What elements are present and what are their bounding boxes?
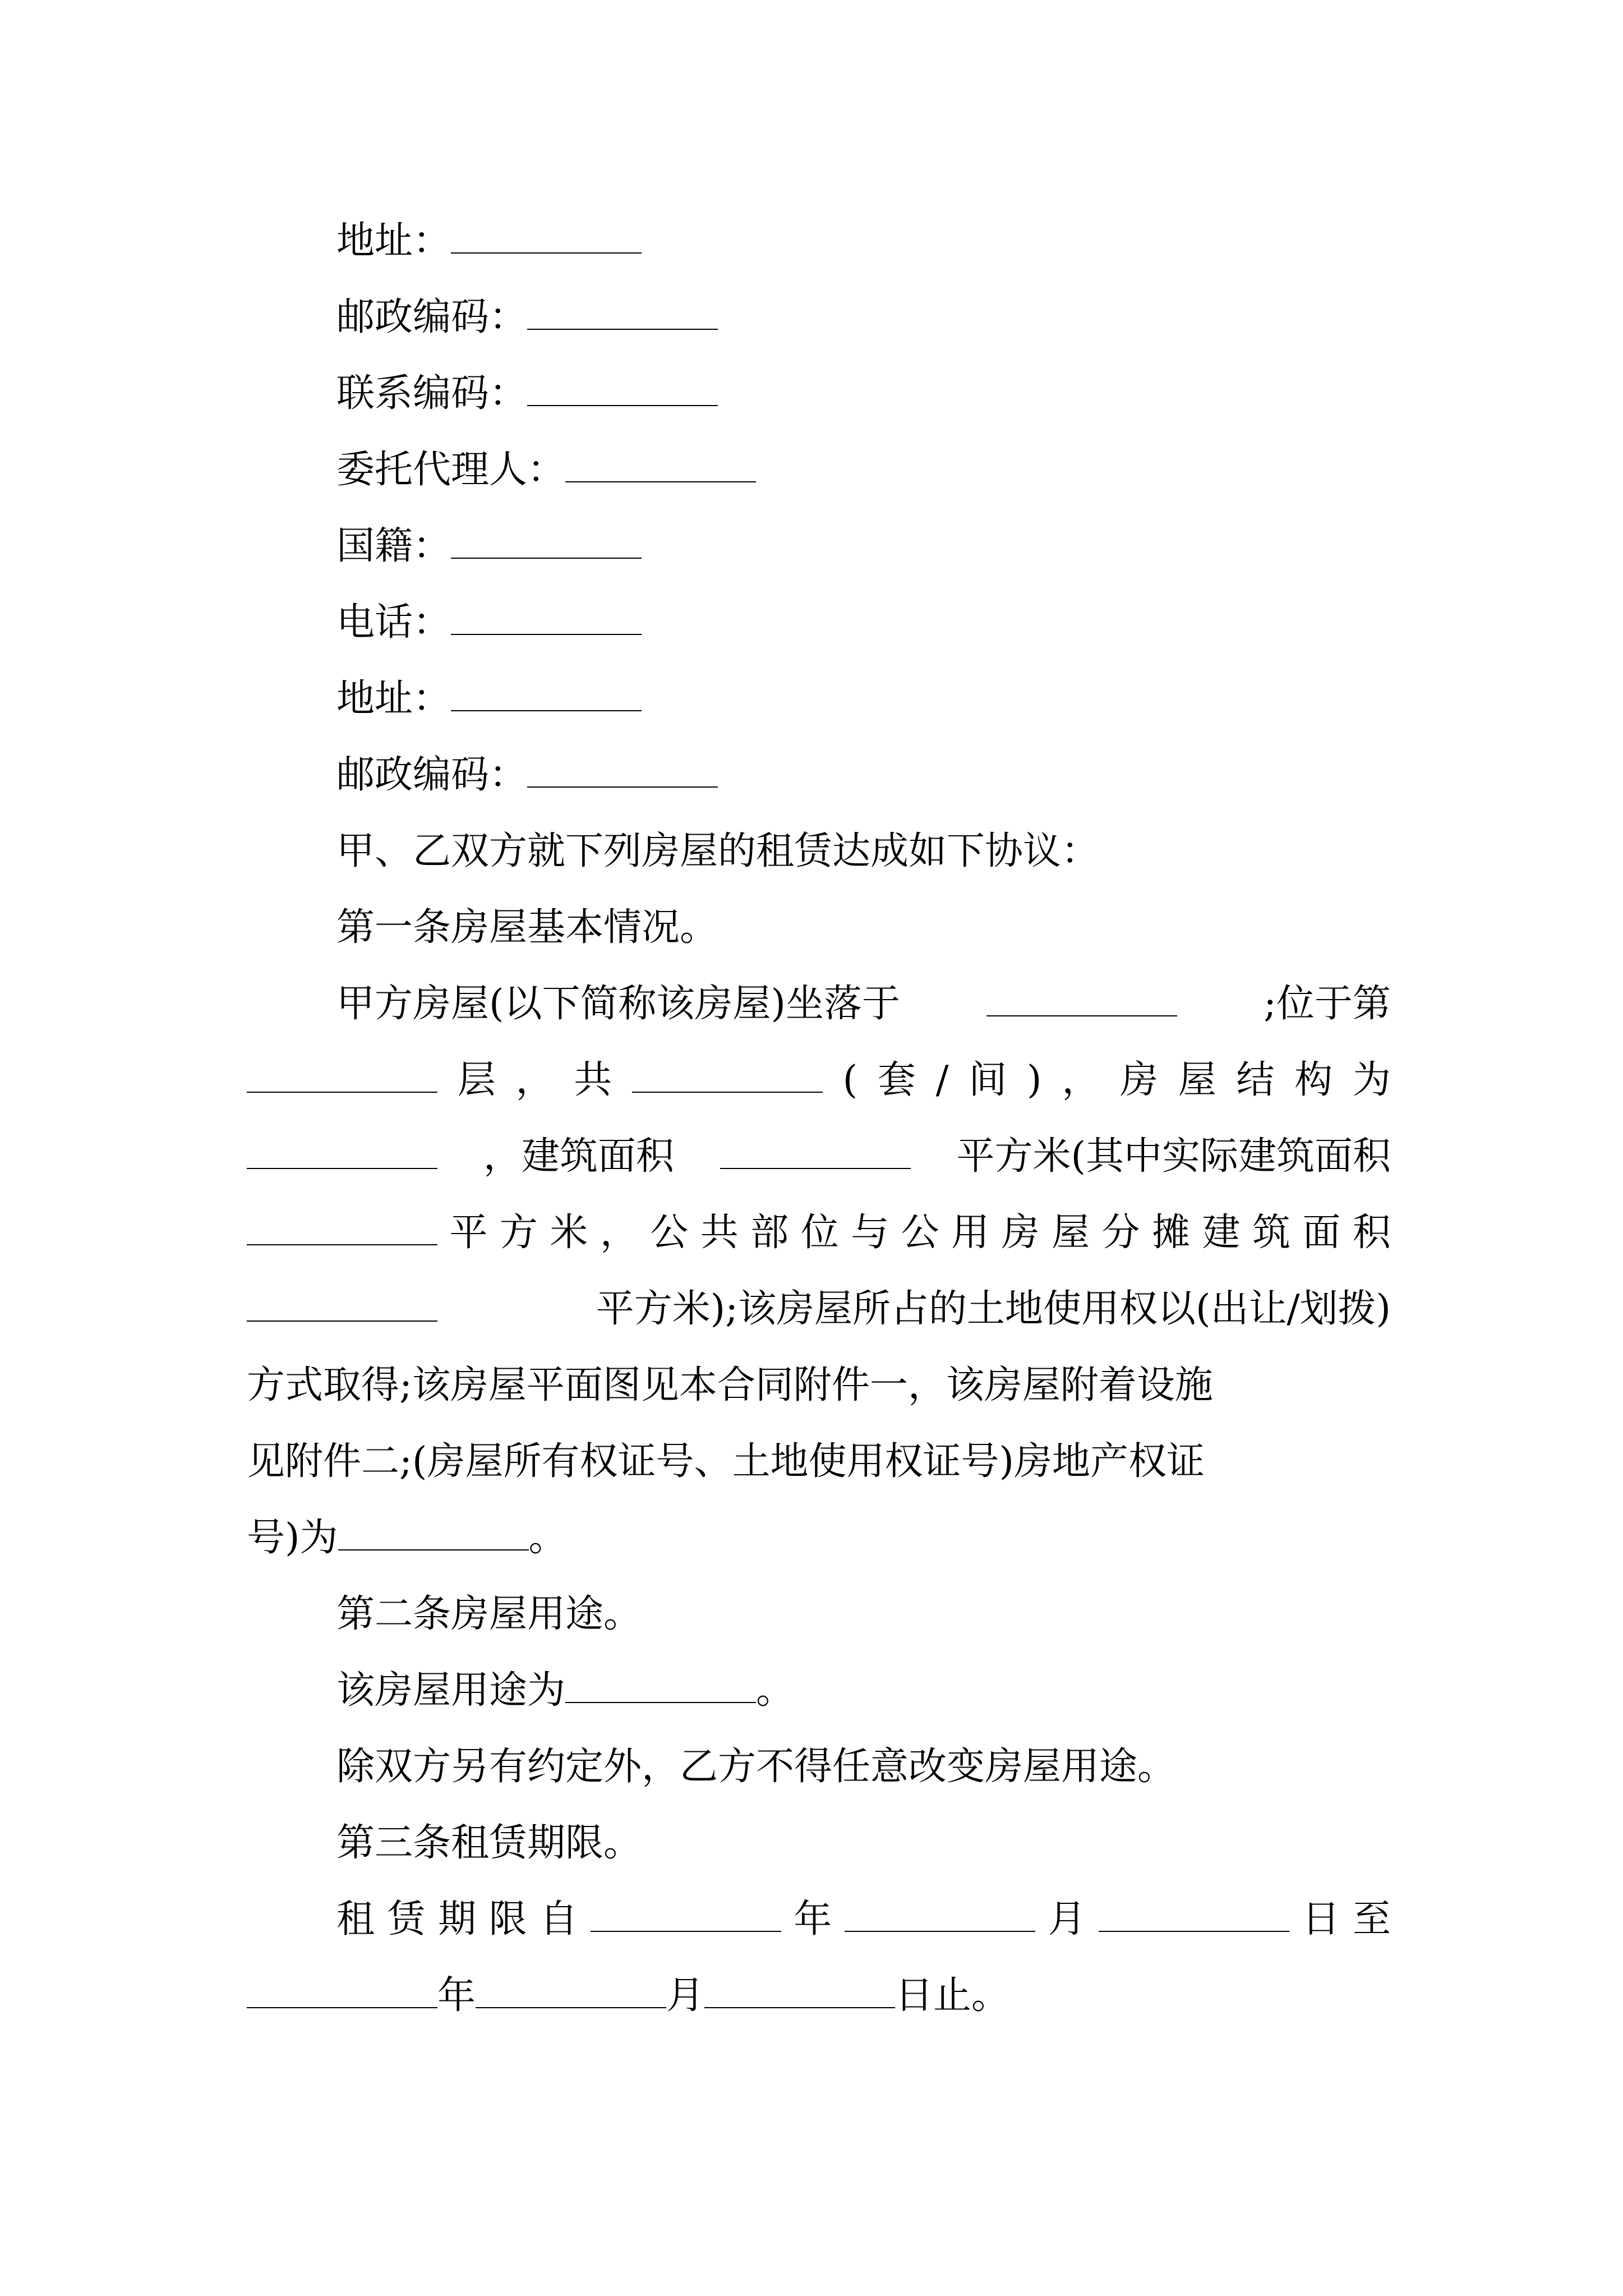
field-address-1: 地址： [336,219,1391,264]
text-segment: 层 [457,1058,496,1102]
text-segment: ) [1027,1058,1042,1102]
fill-blank[interactable] [1099,1929,1289,1932]
text-segment: 建 [1202,1211,1241,1255]
fill-blank[interactable] [247,1089,437,1093]
article-2-use: 该房屋用途为 。 [336,1668,795,1713]
text-segment: 米 [550,1211,588,1255]
fill-blank[interactable] [565,479,756,482]
fill-blank[interactable] [527,326,718,330]
fill-blank[interactable] [845,1929,1035,1932]
text-segment: 限 [488,1897,527,1941]
text-segment: 部 [750,1211,789,1255]
text-segment: 号)为 [247,1516,338,1560]
text-segment: 用 [951,1211,990,1255]
fill-blank[interactable] [247,2005,437,2008]
fill-blank[interactable] [338,1547,529,1550]
para1-line4 [247,1211,1391,1255]
fill-blank[interactable] [591,1929,781,1932]
fill-blank[interactable] [527,403,718,406]
text-segment: 日 [1302,1897,1340,1941]
field-agent: 委托代理人： [336,448,1391,493]
text-segment: 屋 [1178,1058,1216,1102]
fill-blank[interactable] [527,784,718,788]
para1-line7: 见附件二;(房屋所有权证号、土地使用权证号)房地产权证 [247,1439,1205,1484]
article-3-line2 [247,1973,1391,2018]
text-segment: 套 [877,1058,916,1102]
text-segment: 至 [1352,1897,1391,1941]
text-segment: 平方米);该房屋所占的土地使用权以(出让/划拨) [596,1287,1391,1331]
text-segment: 赁 [387,1897,426,1941]
text-segment: 共 [700,1211,739,1255]
text-segment: ， [1062,1058,1100,1102]
fill-blank[interactable] [451,555,642,559]
para1-line2 [247,1058,1391,1103]
fill-blank[interactable] [632,1089,823,1093]
article-3-title: 第三条租赁期限。 [336,1821,642,1865]
text-segment: ;位于第 [1264,982,1391,1026]
text-segment: 筑 [1252,1211,1290,1255]
text-segment: 与 [851,1211,889,1255]
text-segment: 面 [1302,1211,1341,1255]
fill-blank[interactable] [451,708,642,711]
text-segment: 摊 [1152,1211,1191,1255]
article-1-title: 第一条房屋基本情况。 [336,905,718,950]
agreement-intro: 甲、乙双方就下列房屋的租赁达成如下协议： [336,829,1100,873]
text-segment: 位 [800,1211,839,1255]
para1-line8 [247,1516,1391,1561]
text-segment: 自 [540,1897,578,1941]
text-segment: 平 [449,1211,488,1255]
field-nationality: 国籍： [336,524,1391,569]
text-segment: 共 [574,1058,612,1102]
text-segment: 甲方房屋(以下简称该房屋)坐落于 [336,982,901,1026]
text-segment: ( [842,1058,858,1102]
text-segment: ， [515,1058,554,1102]
text-segment: 构 [1294,1058,1333,1102]
text-segment: 租 [336,1897,375,1941]
fill-blank[interactable] [247,1318,437,1322]
text-segment: 日止。 [895,1973,1010,2018]
para1-line6: 方式取得;该房屋平面图见本合同附件一，该房屋附着设施 [247,1363,1213,1407]
text-segment: / [935,1058,949,1102]
fill-blank[interactable] [247,1242,437,1245]
article-3-line1 [336,1897,1391,1942]
text-segment: 方 [499,1211,538,1255]
fill-blank[interactable] [451,250,642,254]
fill-blank[interactable] [247,1166,437,1169]
text-segment: 间 [969,1058,1007,1102]
fill-blank[interactable] [565,1700,756,1703]
article-2-title: 第二条房屋用途。 [336,1592,642,1636]
text-segment: 年 [794,1897,832,1941]
text-segment: 结 [1236,1058,1275,1102]
text-segment: 房 [1119,1058,1158,1102]
fill-blank[interactable] [704,2005,895,2008]
text-segment: ， [600,1211,638,1255]
field-contact-code: 联系编码： [336,371,1391,416]
text-segment: 月 [1048,1897,1086,1941]
article-2-note: 除双方另有约定外，乙方不得任意改变房屋用途。 [336,1745,1176,1789]
text-segment: 平方米(其中实际建筑面积 [956,1134,1391,1179]
text-segment: 公 [650,1211,689,1255]
field-address-2: 地址： [336,677,1391,721]
field-postcode-1: 邮政编码： [336,295,1391,340]
fill-blank[interactable] [720,1166,911,1169]
text-segment: 房 [1001,1211,1040,1255]
text-segment: 为 [1352,1058,1391,1102]
field-phone: 电话： [336,600,1391,645]
para1-line1 [336,982,1391,1027]
text-segment: 月 [666,1973,705,2018]
fill-blank[interactable] [451,632,642,635]
text-segment: 年 [437,1973,476,2018]
para1-line3 [247,1134,1391,1179]
fill-blank[interactable] [476,2005,666,2008]
text-segment: 分 [1101,1211,1140,1255]
field-postcode-2: 邮政编码： [336,753,1391,798]
text-segment: 积 [1352,1211,1391,1255]
text-segment: 屋 [1052,1211,1090,1255]
text-segment: 公 [901,1211,939,1255]
text-segment: 期 [438,1897,477,1941]
text-segment: 。 [528,1516,567,1560]
text-segment: ，建筑面积 [483,1134,674,1179]
para1-line5 [247,1287,1391,1332]
fill-blank[interactable] [986,1013,1177,1016]
